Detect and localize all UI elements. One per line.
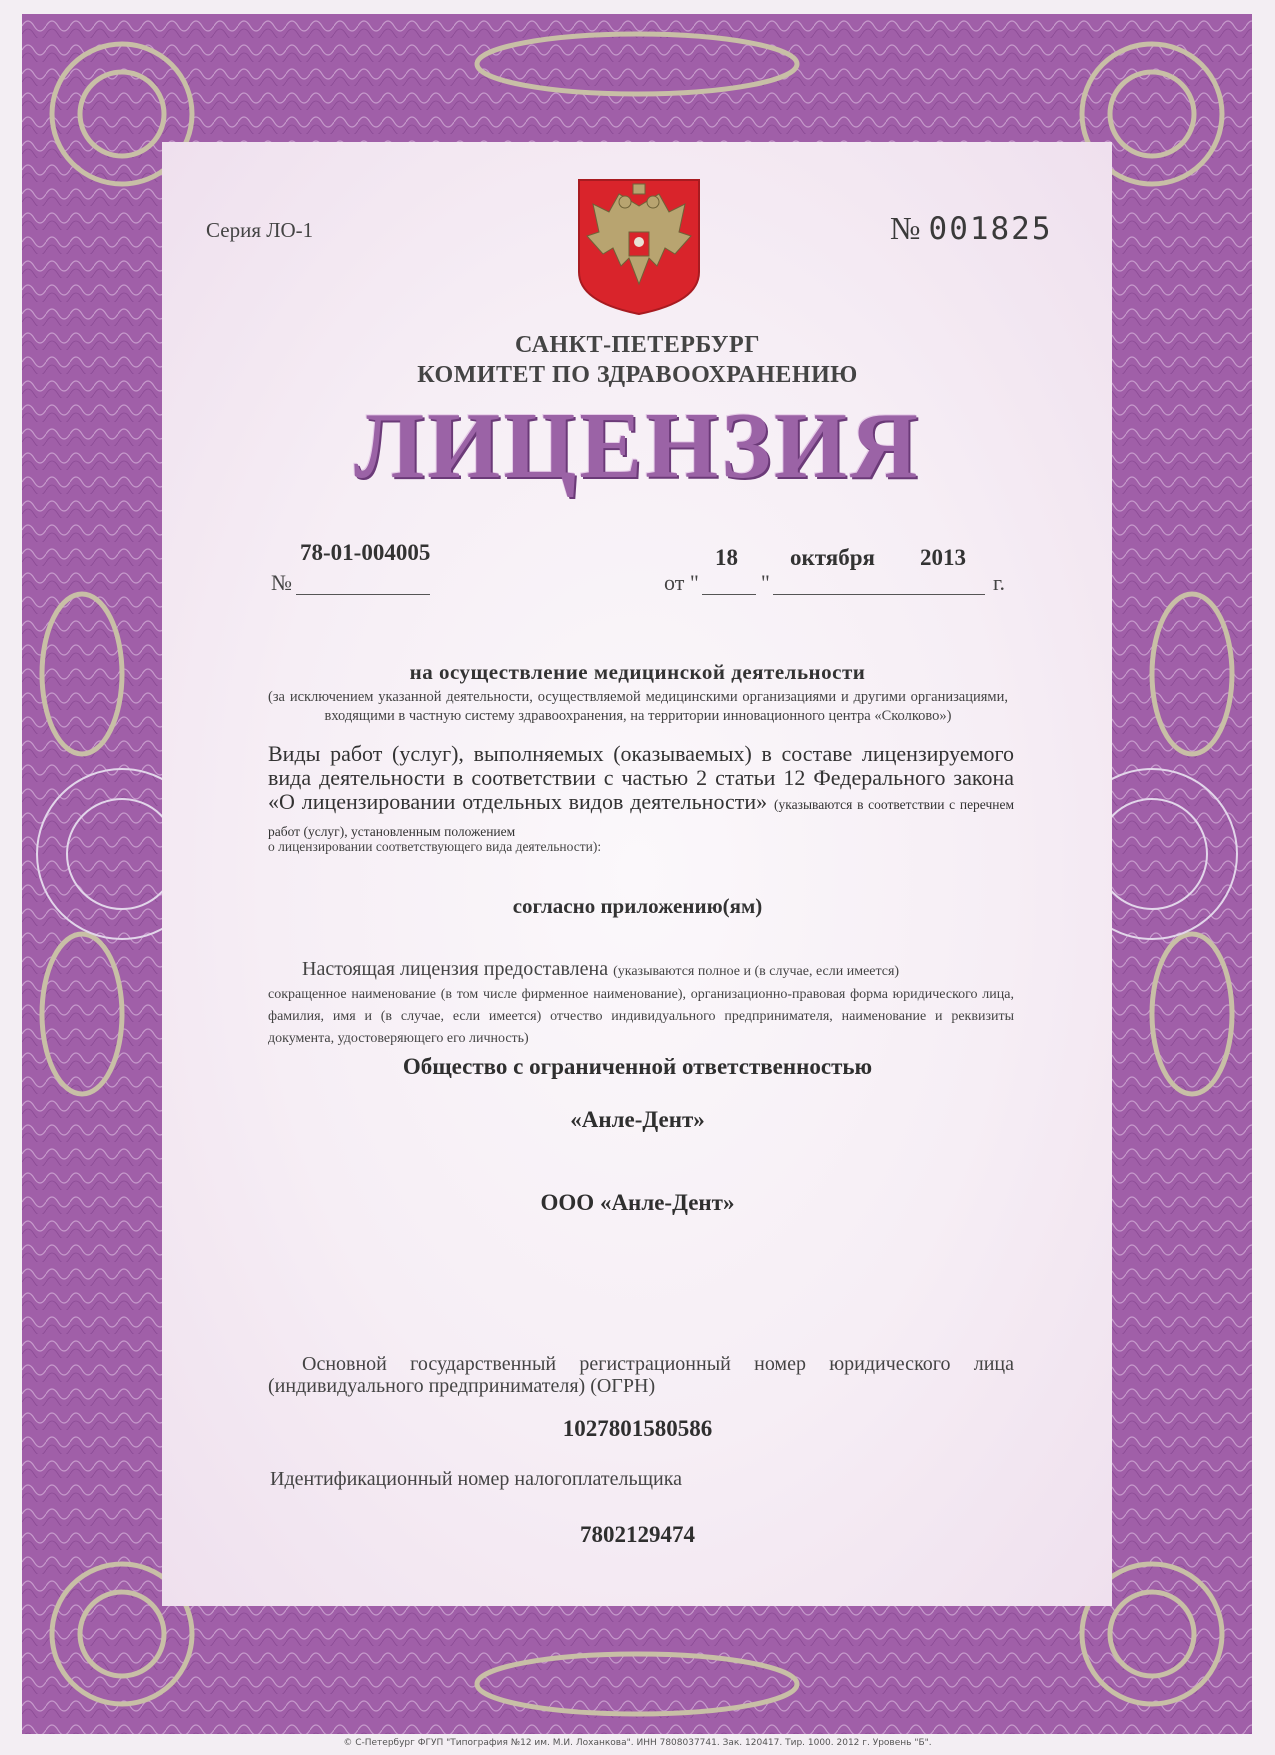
granted-note: (указываются полное и (в случае, если имеется) (613, 964, 900, 979)
ogrn-label: Основной государственный регистрационный номер юридического лица (индивидуального предпринимателя) (ОГРН) (268, 1353, 1014, 1397)
works-description (268, 742, 1014, 844)
date-prefix (664, 570, 770, 596)
serial-sign: № (890, 210, 921, 246)
ogrn-value: 1027801580586 (562, 1416, 713, 1441)
inn-value: 7802129474 (580, 1522, 695, 1547)
inn-label: Идентификационный номер налогоплательщика (270, 1468, 683, 1490)
coat-of-arms-icon (573, 176, 705, 316)
license-day: 18 (715, 545, 738, 570)
license-month: октября (790, 545, 875, 570)
works-note-tail: о лицензировании соответствующего вида деятельности): (268, 839, 602, 854)
license-number-sign: № (271, 570, 292, 595)
license-month-underline (773, 594, 985, 595)
organization-short-name: ООО «Анле-Дент» (540, 1190, 735, 1215)
license-year: 2013 (920, 545, 966, 570)
granted-note-tail: сокращенное наименование (в том числе фирменное наименование), организационно-правовая форма юридического лица, фамилия, имя и (в случае, если имеется) отчество индивидуального предпринимателя, наименование и реквизиты документа, удостоверяющего его личность) (268, 987, 1014, 1046)
organization-full-name-line1: Общество с ограниченной ответственностью (402, 1054, 873, 1079)
authority-committee: КОМИТЕТ ПО ЗДРАВООХРАНЕНИЮ (417, 362, 858, 388)
printer-imprint: © С-Петербург ФГУП "Типография №12 им. М.И. Лоханкова". ИНН 7808037741. Зак. 120417. Тир. 1000. 2012 г. Уровень "Б". (343, 1738, 932, 1748)
works-note: (указываются в соответствии с перечнем работ (услуг), установленным положением (268, 797, 1015, 839)
license-year-suffix: г. (993, 570, 1006, 595)
works-main: Виды работ (услуг), выполняемых (оказываемых) в составе лицензируемого вида деятельности в соответствии с частью 2 статьи 12 Федерального закона «О лицензировании отдельных видов деятельности» (268, 741, 1014, 814)
purpose-exclusion: (за исключением указанной деятельности, осуществляемой медицинскими организациями и другими организациями, входящими в частную систему здравоохранения, на территории инновационного центра «Сколково») (268, 689, 1008, 724)
license-number-underline (296, 594, 430, 595)
organization-full-name-line2: «Анле-Дент» (570, 1107, 705, 1132)
serial-digits: 001825 (928, 211, 1053, 247)
annex-reference: согласно приложению(ям) (512, 894, 763, 918)
series-label: Серия ЛО-1 (206, 218, 314, 242)
serial-number (890, 210, 1053, 247)
granted-main: Настоящая лицензия предоставлена (302, 958, 609, 980)
date-mid-quote: " (760, 570, 770, 595)
authority-city: САНКТ-ПЕТЕРБУРГ (515, 332, 760, 358)
document-title: ЛИЦЕНЗИЯ (354, 394, 921, 498)
license-number: 78-01-004005 (300, 540, 431, 565)
date-prefix-text: от " (664, 570, 699, 595)
license-day-underline (702, 594, 756, 595)
license-purpose: на осуществление медицинской деятельности (409, 660, 866, 684)
granted-to-intro (268, 958, 1014, 983)
